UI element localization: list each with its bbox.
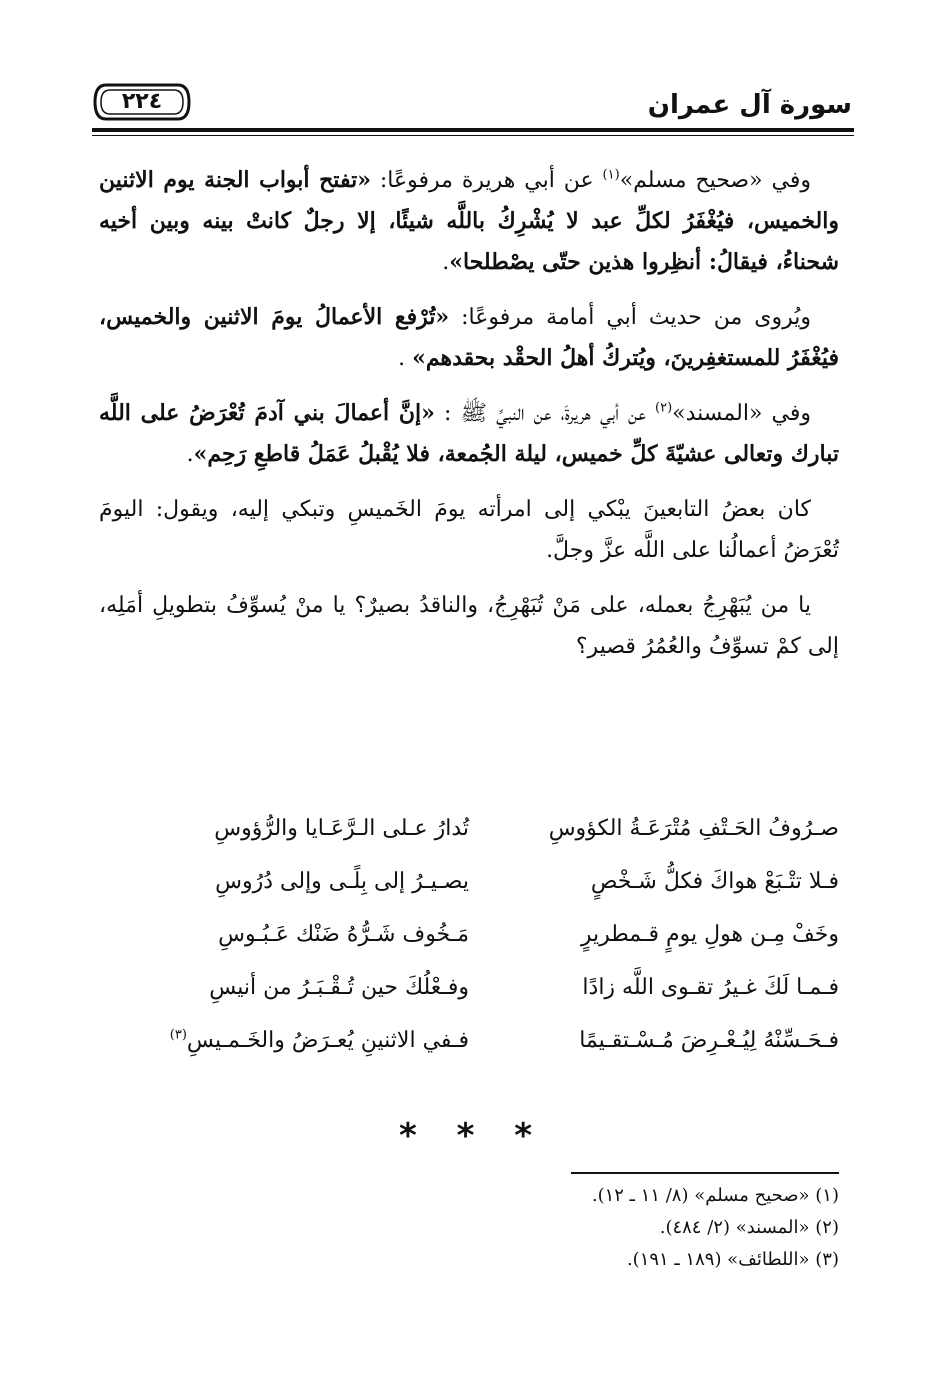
verse-second-hemistich: مَـخُوف شَـرُّهُ ضَنْك عَـبُـوسِ (218, 922, 469, 947)
hadith-quote: «إنَّ أعمالَ بني آدمَ تُعْرَضُ على اللَّه تبارك وتعالى عشيّةَ كلِّ خميس، ليلة الجُمعة، فلا يُقْبلُ عَمَلُ قاطعِ رَحِم» (99, 400, 839, 467)
verse-first-hemistich: صـرُوفُ الحَـتْفِ مُتْرَعَـةُ الكؤوسِ (548, 816, 839, 841)
paragraph-end: . (186, 442, 194, 467)
verse-second-hemistich: وفـعْلُكَ حين تُـقْـبَـرُ من أنيسِ (209, 975, 469, 1000)
footnote-2: (٢) «المسند» (٢/ ٤٨٤). (659, 1217, 839, 1238)
verse-first-hemistich: وخَفْ مِـن هولِ يومٍ قـمطريرٍ (580, 922, 839, 947)
poem-verse (129, 808, 839, 861)
paragraph-text: كان بعضُ التابعينَ يبْكي إلى امرأته يومَ الخَميسِ وتبكي إليه، ويقول: اليومَ تُعْرَضُ أعمالُنا على اللَّه عزَّ وجلَّ. (99, 497, 839, 563)
paragraph-intro: وفي «المسند» (672, 401, 811, 426)
paragraph-end: . (398, 346, 413, 371)
poem (129, 808, 839, 1073)
verse-first-hemistich: فـحَـسِّنْهُ لِيُـعْـرِضَ مُـسْـتقـيمًا (579, 1028, 839, 1053)
paragraph-mid: عن أبي هريرة مرفوعًا: (370, 168, 603, 193)
footnote-3: (٣) «اللطائف» (١٨٩ ـ ١٩١). (626, 1249, 839, 1270)
paragraph (99, 585, 839, 667)
poem-verse (129, 967, 839, 1020)
paragraph-intro: وفي «صحيح مسلم» (619, 168, 811, 193)
hadith-quote: «تُرْفع الأعمالُ يومَ الاثنين والخميس، فيُغْفَرُ للمستغفِرينَ، ويُتركُ أهلُ الحقْد بحقدهم» (99, 304, 839, 371)
header-rule-thin (92, 135, 854, 136)
verse-second-hemistich (129, 1020, 469, 1061)
paragraph (99, 489, 839, 571)
paragraph (99, 297, 839, 379)
poem-verse (129, 1020, 839, 1073)
paragraph (99, 393, 839, 475)
header-rule (92, 128, 854, 132)
surah-title: سورة آل عمران (647, 90, 852, 120)
section-separator: * * * (398, 1116, 546, 1156)
hadith-quote: «تفتح أبواب الجنة يوم الاثنين والخميس، فيُغْفَرُ لكلِّ عبد لا يُشْرِكُ باللَّه شيئًا، إلا رجلٌ كانتْ بينه وبين أخيه شحناءُ، فيقالُ: أنظِروا هذين حتّى يصْطلحا» (99, 167, 839, 275)
verse-second-hemistich: يصـيـرُ إلى بِلًـى وإلى دُرُوسِ (215, 869, 469, 894)
page-number-badge (92, 82, 192, 122)
paragraph-intro: ويُروى من حديث أبي أمامة مرفوعًا: (449, 305, 811, 330)
verse-text: فـفي الاثنينِ يُعـرَضُ والخَـمـيسِ (186, 1028, 469, 1053)
footnote-ref: (١) (602, 167, 620, 183)
poem-verse (129, 861, 839, 914)
body-text (99, 160, 839, 681)
footnote-1: (١) «صحيح مسلم» (٨/ ١١ ـ ١٢). (591, 1185, 839, 1206)
verse-first-hemistich: فـمـا لَكَ غـيرُ تقـوى اللَّه زادًا (582, 975, 839, 1000)
footnote-ref: (٣) (169, 1027, 187, 1043)
page-number: ٢٢٤ (121, 89, 163, 114)
paragraph (99, 160, 839, 283)
paragraph-text: يا من يُبَهْرِجُ بعمله، على مَنْ تُبَهْرِجُ، والناقدُ بصيرٌ؟ يا منْ يُسوِّفُ بتطويلِ أمَلِه، إلى كمْ تسوِّفُ والعُمُرُ قصير؟ (99, 593, 839, 659)
paragraph-mid: عن أبي هريرةَ، عن النبيِّ ﷺ : (434, 401, 655, 426)
footnote-rule (571, 1172, 839, 1174)
footnote-ref: (٢) (655, 400, 673, 416)
verse-first-hemistich: فـلا تتْـبَعْ هواكَ فكلُّ شَـخْصٍ (590, 869, 839, 894)
verse-second-hemistich: تُدارُ عـلى الـرَّعَـايا والرُّؤوسِ (214, 816, 469, 841)
paragraph-end: . (442, 250, 450, 275)
page-header (92, 82, 852, 134)
poem-verse (129, 914, 839, 967)
footnotes (239, 1180, 839, 1276)
